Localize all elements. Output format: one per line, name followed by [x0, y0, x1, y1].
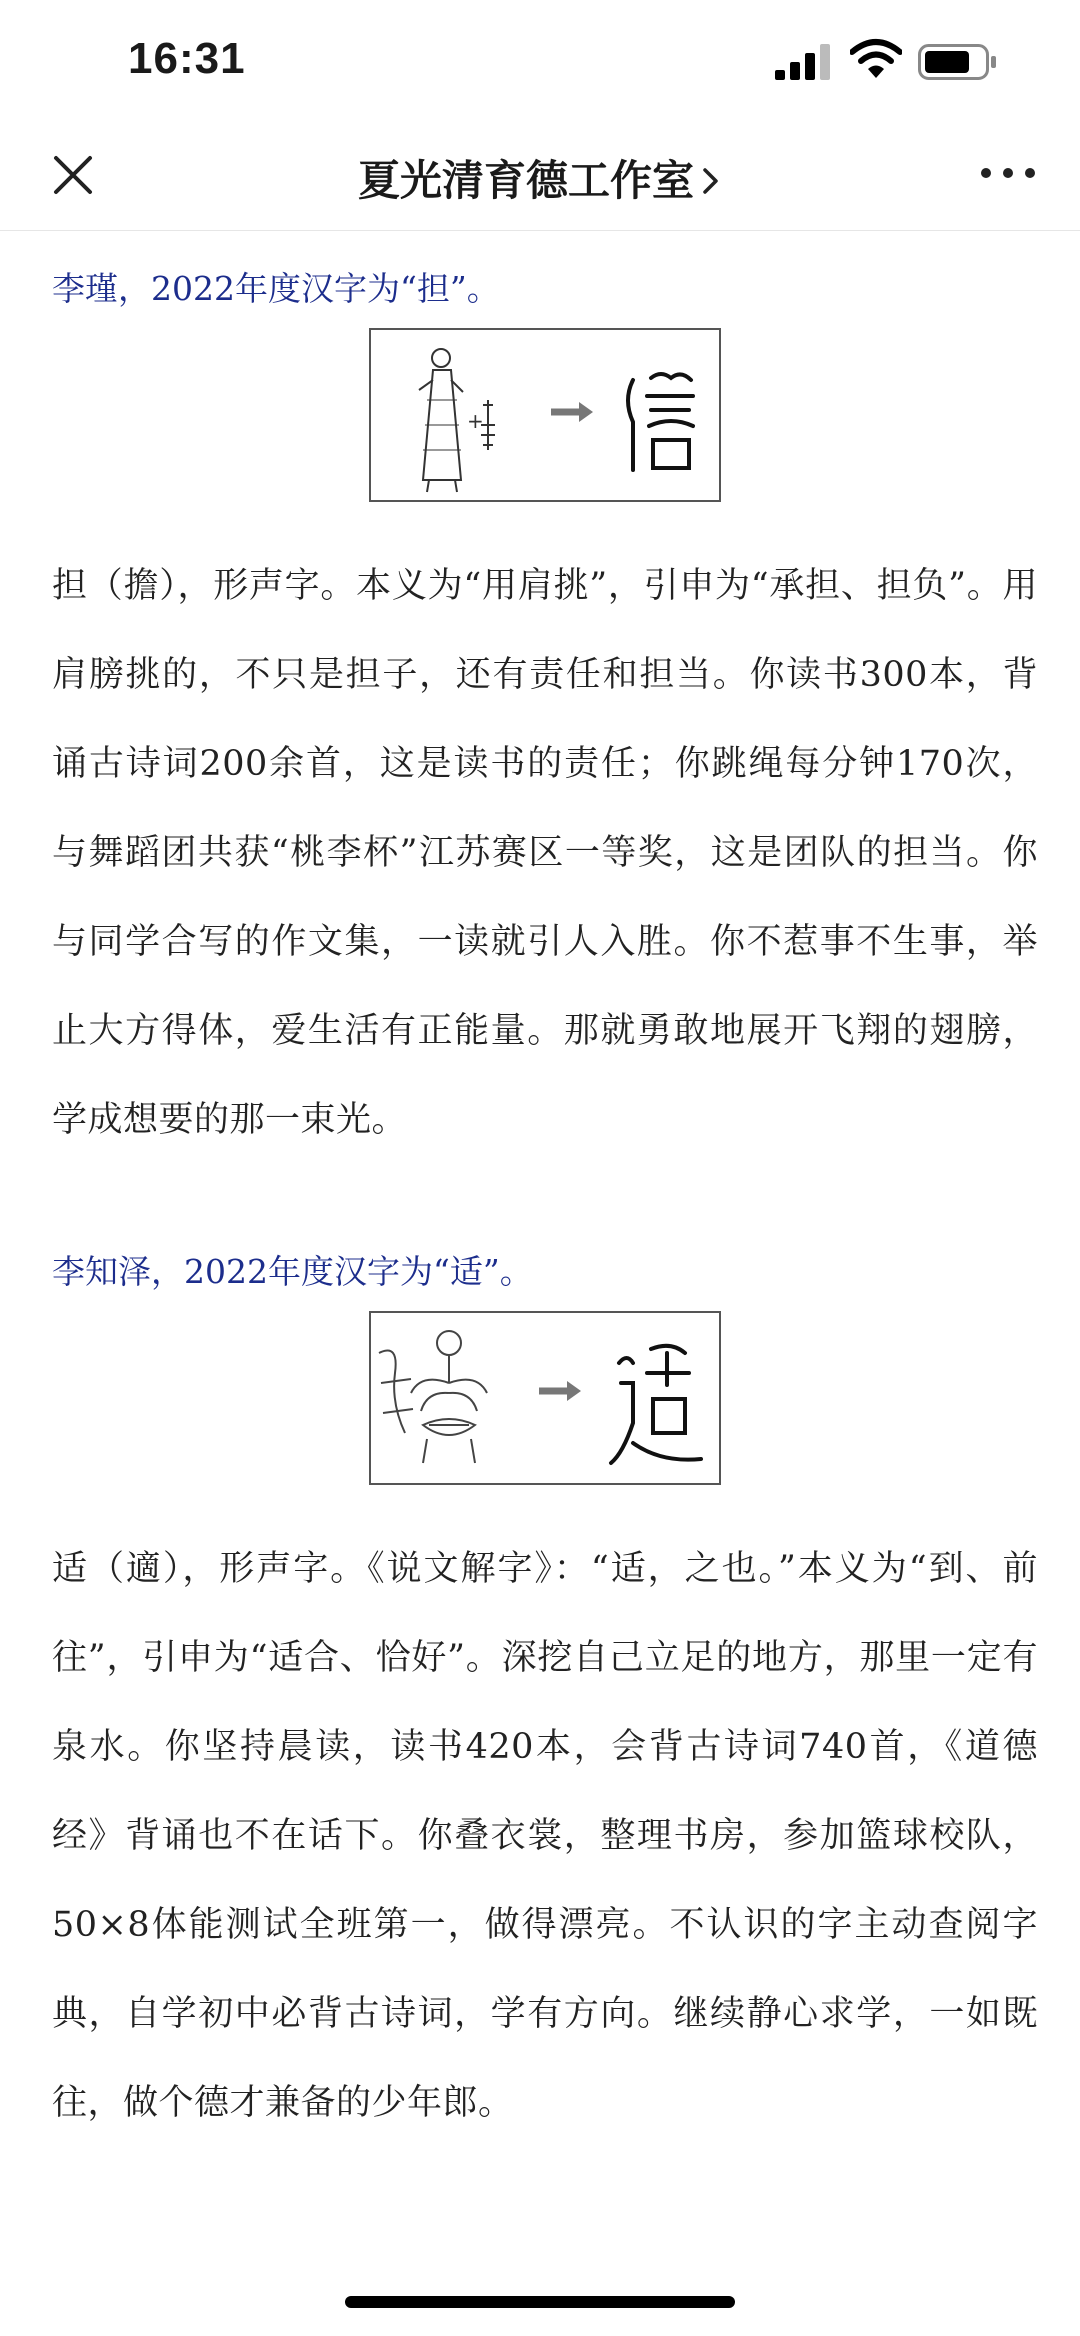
- paragraph-1: 担（擔），形声字。本义为“用肩挑”，引申为“承担、担负”。用肩膀挑的，不只是担子，还有责任和担当。你读书300本，背诵古诗词200余首，这是读书的责任；你跳绳每分钟170次，与舞蹈团共获“桃李杯”江苏赛区一等奖，这是团队的担当。你与同学合写的作文集，一读就引人入胜。你不惹事不生事，举止大方得体，爱生活有正能量。那就勇敢地展开飞翔的翅膀，学成想要的那一束光。: [52, 566, 1038, 1140]
- svg-text:+: +: [467, 409, 484, 433]
- chevron-right-icon: [700, 166, 722, 196]
- nav-bar: [0, 130, 1080, 231]
- battery-icon: [918, 44, 998, 80]
- student-heading-2: 李知泽，2022年度汉字为“适”。: [52, 1252, 533, 1291]
- account-title-link[interactable]: [0, 148, 1080, 208]
- status-bar: [0, 0, 1080, 130]
- account-title: 夏光清育德工作室: [357, 156, 694, 205]
- article-content: [52, 262, 1038, 2148]
- status-time: 16:31: [128, 34, 246, 83]
- signal-icon: [775, 44, 833, 80]
- character-evolution-image-shi: [369, 1311, 721, 1485]
- character-evolution-image-dan: [369, 328, 721, 502]
- home-indicator[interactable]: [345, 2296, 735, 2308]
- paragraph-2: 适（適），形声字。《说文解字》：“适，之也。”本义为“到、前往”，引申为“适合、恰好”。深挖自己立足的地方，那里一定有泉水。你坚持晨读，读书420本，会背古诗词740首，《道德经》背诵也不在话下。你叠衣裳，整理书房，参加篮球校队，50×8体能测试全班第一，做得漂亮。不认识的字主动查阅字典，自学初中必背古诗词，学有方向。继续静心求学，一如既往，做个德才兼备的少年郎。: [52, 1549, 1038, 2123]
- student-heading-1: 李瑾，2022年度汉字为“担”。: [52, 269, 500, 308]
- wifi-icon: [850, 38, 902, 80]
- more-icon[interactable]: [980, 163, 1036, 183]
